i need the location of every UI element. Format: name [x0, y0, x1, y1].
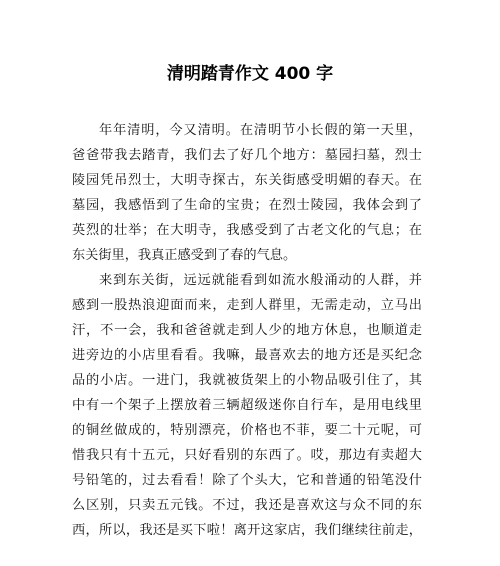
text-line: 么区别，只卖五元钱。不过，我还是喜欢这与众不同的东	[72, 498, 422, 513]
text-line: 号铅笔的，过去看看！除了个头大，它和普通的铅笔没什	[72, 473, 422, 488]
text-line: 来到东关街，远远就能看到如流水般涌动的人群，并	[99, 273, 422, 288]
document-body	[72, 118, 422, 543]
text-line: 惜我只有十五元，只好看别的东西了。哎，那边有卖超大	[72, 448, 422, 463]
text-line: 西，所以，我还是买下啦！离开这家店，我们继续往前走，	[72, 523, 422, 538]
text-line: 东关街里，我真正感受到了春的气息。	[72, 248, 297, 263]
paragraph	[72, 118, 422, 268]
document-title: 清明踏青作文 400 字	[166, 64, 334, 84]
paragraph	[72, 268, 422, 543]
text-line: 的铜丝做成的，特别漂亮，价格也不菲，要二十元呢，可	[72, 423, 422, 438]
text-line: 中有一个架子上摆放着三辆超级迷你自行车，是用电线里	[72, 398, 422, 413]
text-line: 墓园，我感悟到了生命的宝贵；在烈士陵园，我体会到了	[72, 198, 422, 213]
text-line: 年年清明，今又清明。在清明节小长假的第一天里，	[99, 123, 422, 138]
text-line: 感到一股热浪迎面而来，走到人群里，无需走动，立马出	[72, 298, 422, 313]
text-line: 汗，不一会，我和爸爸就走到人少的地方休息，也顺道走	[72, 323, 422, 338]
text-line: 爸爸带我去踏青，我们去了好几个地方：墓园扫墓，烈士	[72, 148, 422, 163]
text-line: 陵园凭吊烈士，大明寺探古，东关街感受明媚的春天。在	[72, 173, 422, 188]
text-line: 英烈的壮举；在大明寺，我感受到了古老文化的气息；在	[72, 223, 422, 238]
text-line: 品的小店。一进门，我就被货架上的小物品吸引住了，其	[72, 373, 422, 388]
text-line: 进旁边的小店里看看。我嘛，最喜欢去的地方还是买纪念	[72, 348, 422, 363]
